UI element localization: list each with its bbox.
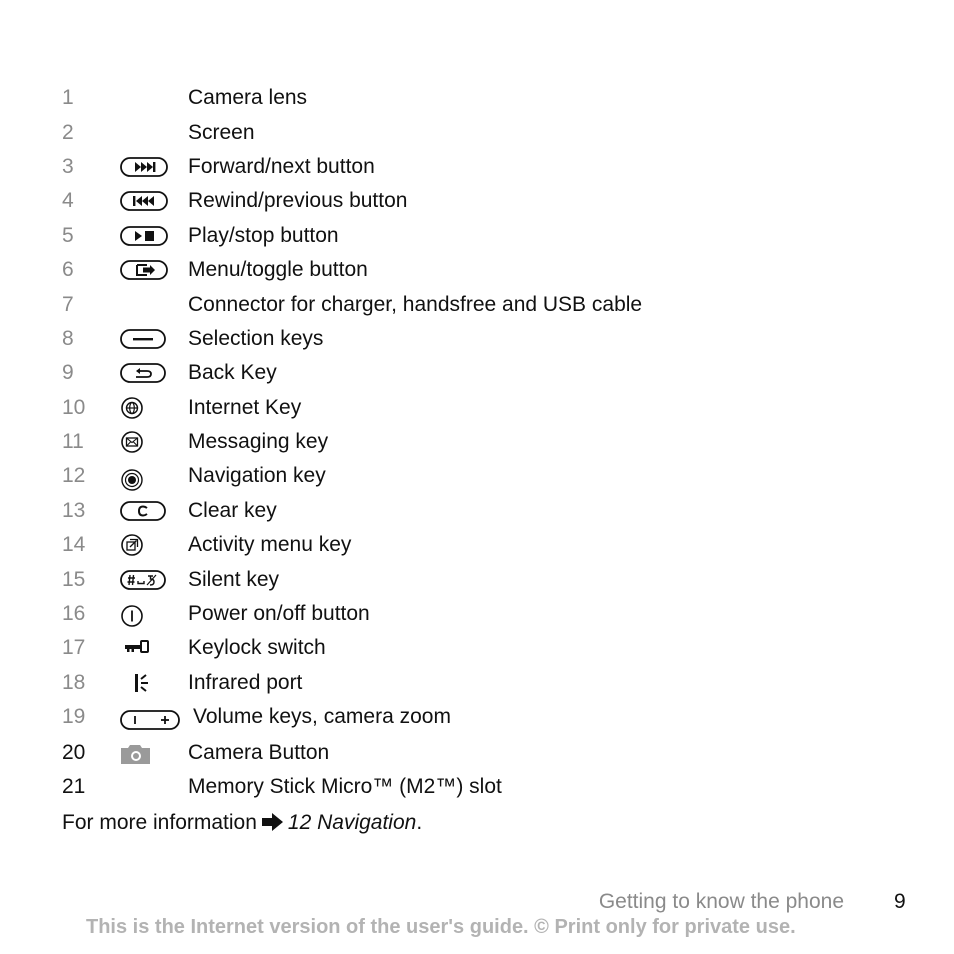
item-number: 7	[62, 293, 74, 316]
footer-disclaimer: This is the Internet version of the user's guide. © Print only for private use.	[86, 916, 796, 938]
item-label: Infrared port	[188, 671, 303, 694]
item-label: Memory Stick Micro™ (M2™) slot	[188, 775, 502, 798]
infrared-icon	[132, 671, 180, 695]
item-number: 3	[62, 155, 74, 178]
forward-icon	[120, 155, 168, 179]
list-item	[0, 427, 954, 457]
item-label: Messaging key	[188, 430, 329, 453]
selection-key-icon	[120, 327, 168, 351]
list-item	[0, 358, 954, 388]
item-number: 13	[62, 499, 86, 522]
item-number: 14	[62, 533, 86, 556]
item-number: 15	[62, 568, 86, 591]
item-number: 21	[62, 775, 86, 798]
list-item	[0, 565, 954, 595]
item-label: Connector for charger, handsfree and USB cable	[188, 293, 643, 316]
navigation-reference-link[interactable]: 12 Navigation	[287, 811, 417, 834]
item-label: Activity menu key	[188, 533, 352, 556]
list-item	[0, 83, 954, 113]
list-item	[0, 599, 954, 629]
volume-keys-icon	[120, 708, 182, 732]
item-number: 2	[62, 121, 74, 144]
item-label: Rewind/previous button	[188, 189, 408, 212]
page-number: 9	[894, 890, 906, 913]
item-label: Menu/toggle button	[188, 258, 368, 281]
item-number: 6	[62, 258, 74, 281]
navigation-key-icon	[120, 468, 168, 492]
list-item	[0, 290, 954, 320]
messaging-key-icon	[120, 430, 168, 454]
keylock-icon	[122, 636, 170, 660]
back-key-icon	[120, 361, 168, 385]
list-item	[0, 221, 954, 251]
menu-toggle-icon	[120, 258, 168, 282]
item-label: Back Key	[188, 361, 277, 384]
more-information-note	[62, 808, 422, 838]
list-item	[0, 393, 954, 423]
list-item	[0, 186, 954, 216]
item-label: Keylock switch	[188, 636, 326, 659]
item-number: 19	[62, 705, 86, 728]
more-info-prefix: For more information	[62, 811, 257, 834]
item-label: Camera Button	[188, 741, 330, 764]
more-info-suffix: .	[416, 811, 423, 834]
list-item	[0, 324, 954, 354]
list-item	[0, 255, 954, 285]
item-label: Play/stop button	[188, 224, 339, 247]
item-label: Silent key	[188, 568, 280, 591]
item-label: Forward/next button	[188, 155, 375, 178]
camera-button-icon	[120, 742, 168, 766]
rewind-icon	[120, 189, 168, 213]
list-item	[0, 461, 954, 491]
item-number: 17	[62, 636, 86, 659]
item-label: Volume keys, camera zoom	[193, 705, 451, 728]
footer-section-title: Getting to know the phone	[598, 890, 844, 913]
activity-menu-key-icon	[120, 533, 168, 557]
item-number: 16	[62, 602, 86, 625]
item-label: Selection keys	[188, 327, 324, 350]
item-number: 1	[62, 86, 74, 109]
item-label: Clear key	[188, 499, 277, 522]
list-item	[0, 668, 954, 698]
item-number: 12	[62, 464, 86, 487]
item-number: 11	[62, 430, 84, 453]
item-label: Power on/off button	[188, 602, 370, 625]
list-item	[0, 152, 954, 182]
power-icon	[120, 604, 168, 628]
list-item	[0, 633, 954, 663]
item-number: 5	[62, 224, 74, 247]
play-stop-icon	[120, 224, 168, 248]
item-number: 20	[62, 741, 86, 764]
item-label: Internet Key	[188, 396, 302, 419]
list-item	[0, 496, 954, 526]
item-number: 4	[62, 189, 74, 212]
list-item	[0, 702, 954, 732]
list-item	[0, 738, 954, 768]
item-label: Screen	[188, 121, 255, 144]
list-item	[0, 530, 954, 560]
clear-key-icon	[120, 499, 168, 523]
internet-key-icon	[120, 396, 168, 420]
list-item	[0, 118, 954, 148]
item-label: Navigation key	[188, 464, 326, 487]
arrow-right-icon	[262, 812, 284, 832]
item-number: 10	[62, 396, 86, 419]
item-number: 9	[62, 361, 74, 384]
silent-key-icon	[120, 568, 168, 592]
item-number: 8	[62, 327, 74, 350]
item-number: 18	[62, 671, 86, 694]
item-label: Camera lens	[188, 86, 308, 109]
list-item	[0, 772, 954, 802]
